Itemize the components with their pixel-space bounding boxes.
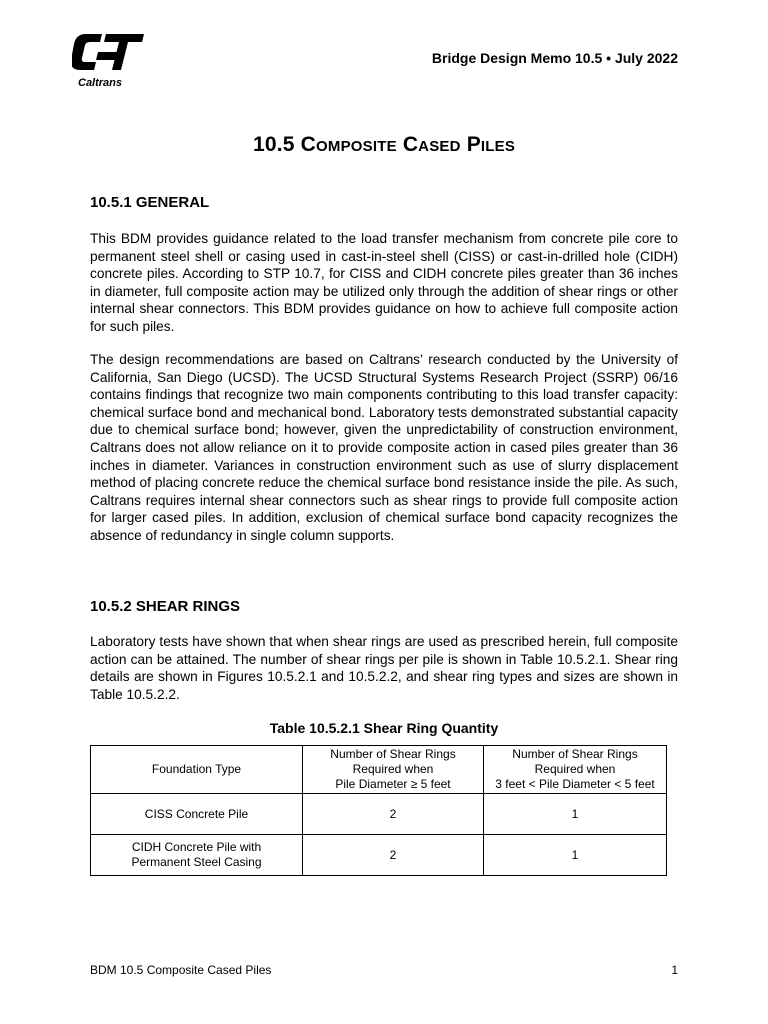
table-row <box>91 794 667 835</box>
memo-header: Bridge Design Memo 10.5 • July 2022 <box>431 50 678 66</box>
table-cell: 1 <box>484 835 667 876</box>
table-header-cell: Number of Shear Rings Required when 3 feet < Pile Diameter < 5 feet <box>484 746 667 794</box>
table-header-cell: Foundation Type <box>91 746 303 794</box>
table-row <box>91 835 667 876</box>
paragraph: This BDM provides guidance related to the load transfer mechanism from concrete pile core to permanent steel shell or casing used in cast-in-steel shell (CISS) or cast-in-drilled hole (CIDH) concrete piles. According to STP 10.7, for CISS and CIDH concrete piles greater than 36 inches in diameter, full composite action may be utilized only through the addition of shear rings or other internal shear connectors. This BDM provides guidance on how to achieve full composite action for such piles. <box>90 231 678 334</box>
logo-wordmark: Caltrans <box>78 77 123 89</box>
table-cell: 2 <box>303 794 484 835</box>
paragraph: The design recommendations are based on Caltrans’ research conducted by the University of California, San Diego (UCSD). The UCSD Structural Systems Research Project (SSRP) 06/16 contains findings that recognize two main components contributing to this load transfer capacity: chemical surface bond and mechanical bond. Laboratory tests demonstrated substantial capacity due to chemical surface bond; however, given the unpredictability of construction environment, Caltrans does not allow reliance on it to provide composite action in cased piles greater than 36 inches in diameter. Variances in construction environment such as use of slurry displacement method of placing concrete reduce the chemical surface bond resistance inside the pile. As such, Caltrans requires internal shear connectors such as shear rings to provide full composite action for larger cased piles. In addition, exclusion of chemical surface bond capacity recognizes the absence of redundancy in single column supports. <box>90 352 678 543</box>
table-header-row <box>91 746 667 794</box>
section-heading-general: 10.5.1 GENERAL <box>90 194 210 211</box>
page-number: 1 <box>671 963 678 977</box>
footer-title: BDM 10.5 Composite Cased Piles <box>90 963 272 977</box>
caltrans-logo <box>72 30 148 92</box>
table-header-cell: Number of Shear Rings Required when Pile Diameter ≥ 5 feet <box>303 746 484 794</box>
paragraph: Laboratory tests have shown that when shear rings are used as prescribed herein, full composite action can be attained. The number of shear rings per pile is shown in Table 10.5.2.1. Shear ring details are shown in Figures 10.5.2.1 and 10.5.2.2, and shear ring types and sizes are shown in Table 10.5.2.2. <box>90 634 678 702</box>
table-caption: Table 10.5.2.1 Shear Ring Quantity <box>269 720 499 736</box>
shear-ring-quantity-table <box>90 745 667 876</box>
table-cell: CIDH Concrete Pile with Permanent Steel Casing <box>91 835 303 876</box>
section-heading-shear-rings: 10.5.2 SHEAR RINGS <box>90 598 241 615</box>
table-cell: CISS Concrete Pile <box>91 794 303 835</box>
table-cell: 2 <box>303 835 484 876</box>
table-cell: 1 <box>484 794 667 835</box>
page-title: 10.5 Composite Cased Piles <box>252 133 516 156</box>
